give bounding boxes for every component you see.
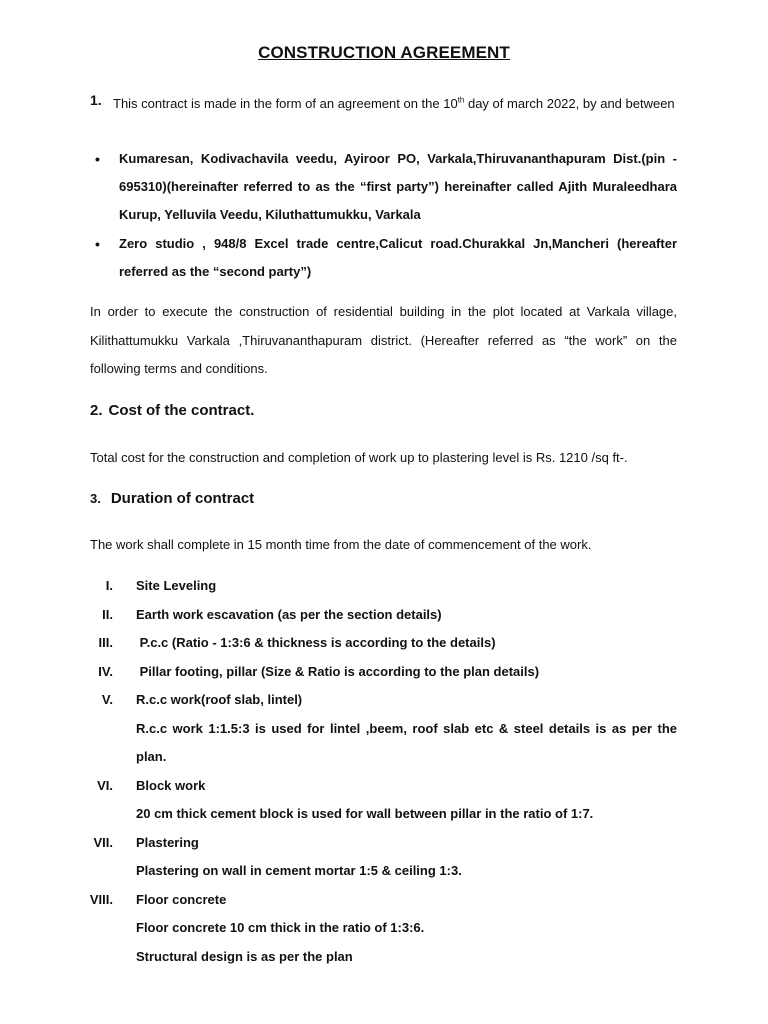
work-item-number: II.	[102, 606, 113, 622]
work-item-line: Floor concrete	[136, 891, 227, 907]
work-item-number: V.	[101, 692, 113, 707]
party-item-second	[95, 230, 677, 286]
bullet-icon: •	[95, 151, 100, 167]
section-2-number: 2.	[90, 402, 103, 419]
section-2-title: Cost of the contract.	[108, 402, 255, 419]
section-1-number: 1.	[90, 92, 102, 108]
section-3-number: 3.	[90, 491, 101, 506]
work-item	[80, 658, 677, 687]
work-item	[80, 829, 677, 886]
work-item-number: VI.	[97, 777, 113, 793]
document-title: CONSTRUCTION AGREEMENT	[258, 43, 510, 62]
section-2-text: Total cost for the construction and completion of work up to plastering level is Rs. 1210 /sq ft-.	[90, 450, 628, 465]
intro-paragraph: In order to execute the construction of residential building in the plot located at Varkala village, Kilithattumukku Varkala ,Thiruvananthapuram district. (Hereafter referred as “the work” on the following terms and conditions.	[90, 304, 677, 376]
section-1-text-end: day of march 2022, by and between	[464, 96, 675, 111]
work-item-line: Block work	[136, 777, 206, 793]
work-item-number: I.	[105, 578, 113, 593]
work-item-number: III.	[98, 635, 113, 650]
party-text: Zero studio , 948/8 Excel trade centre,Calicut road.Churakkal Jn,Mancheri (hereafter referred as the “second party”)	[119, 236, 677, 279]
work-item-detail: R.c.c work 1:1.5:3 is used for lintel ,beem, roof slab etc & steel details is as per the plan.	[136, 720, 677, 764]
work-item-detail: Structural design is as per the plan	[136, 948, 353, 964]
work-item	[80, 686, 677, 772]
work-items-list	[80, 572, 677, 971]
work-item-number: IV.	[98, 663, 113, 679]
section-3-heading	[90, 490, 254, 507]
section-3-title: Duration of contract	[110, 490, 255, 507]
work-item-line: R.c.c work(roof slab, lintel)	[136, 692, 303, 707]
section-2-heading	[90, 402, 254, 419]
work-item-line: Earth work escavation (as per the section details)	[136, 606, 442, 622]
section-1-text	[113, 90, 677, 118]
parties-list	[95, 145, 677, 287]
party-text: Kumaresan, Kodivachavila veedu, Ayiroor PO, Varkala,Thiruvananthapuram Dist.(pin - 695310)(hereinafter referred to as the “first party”) hereinafter called Ajith Muraleedhara Kurup, Yelluvila Veedu, Kiluthattumukku, Varkala	[119, 151, 677, 222]
work-item	[80, 629, 677, 658]
work-item-detail: Floor concrete 10 cm thick in the ratio of 1:3:6.	[136, 920, 425, 935]
work-item	[80, 572, 677, 601]
work-item-line: Plastering	[136, 834, 199, 850]
work-item-detail: Plastering on wall in cement mortar 1:5 & ceiling 1:3.	[136, 863, 462, 878]
work-item	[80, 772, 677, 829]
work-item	[80, 601, 677, 630]
work-item-line: Site Leveling	[136, 578, 217, 593]
work-item-number: VIII.	[89, 891, 113, 907]
section-1-text-start: This contract is made in the form of an agreement on the 10	[113, 96, 458, 111]
party-item-first	[95, 145, 677, 229]
work-item-detail: 20 cm thick cement block is used for wall between pillar in the ratio of 1:7.	[136, 806, 594, 821]
section-3-text: The work shall complete in 15 month time from the date of commencement of the work.	[90, 537, 592, 552]
work-item-line: Pillar footing, pillar (Size & Ratio is according to the plan details)	[136, 663, 540, 679]
section-1-superscript: th	[457, 95, 465, 105]
work-item-number: VII.	[93, 834, 113, 850]
work-item-line: P.c.c (Ratio - 1:3:6 & thickness is according to the details)	[136, 635, 496, 650]
work-item	[80, 886, 677, 972]
bullet-icon: •	[95, 236, 100, 252]
